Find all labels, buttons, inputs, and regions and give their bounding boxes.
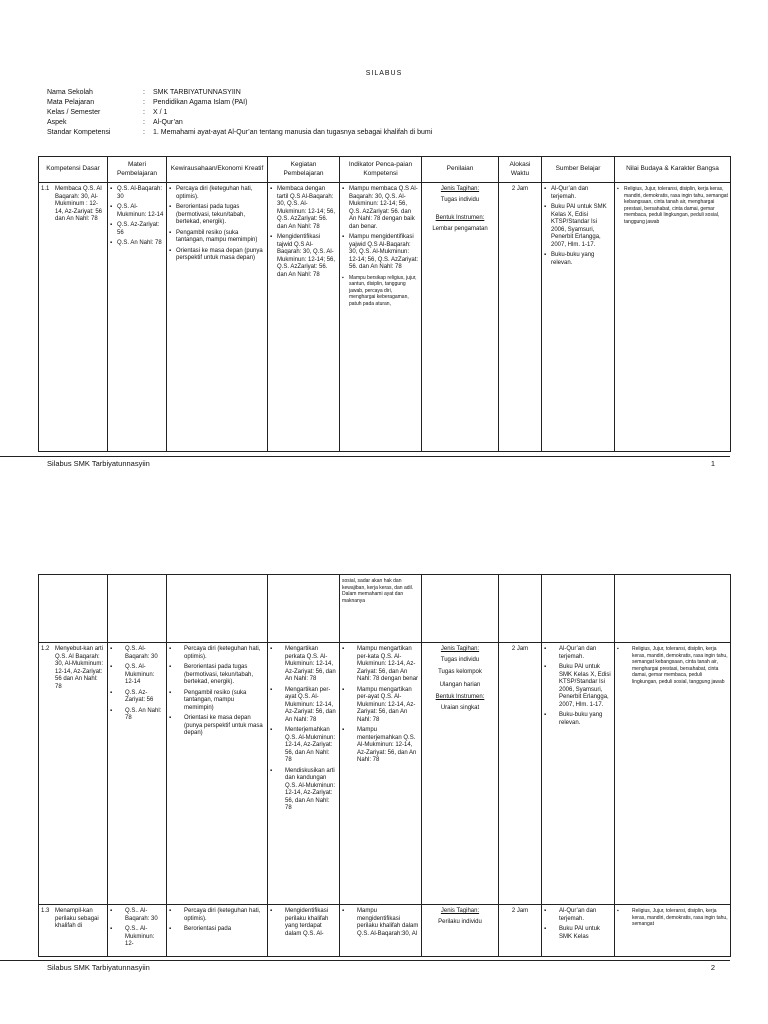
col-header: Penilaian <box>422 157 499 183</box>
kegiatan-cell: ▪ Mengidentifikasi perilaku khalifah yang terdapat dalam Q.S. Al- <box>268 905 340 957</box>
page-number: 1 <box>710 459 715 468</box>
kd-cell: 1.2 Menyebut-kan arti Q.S. Al Baqarah: 30, Al-Mukminum: 12-14, Az-Zariyat: 56 dan An Nahl: 78 <box>39 643 108 905</box>
kewirausahaan-cell: ▪ Percaya diri (keteguhan hati, optimis). ▪ Berorientasi pada tugas (bermotivasi, tekun/tabah, bertekad, energik). ▪ Pengambil resiko (suka tantangan, mampu memimpin) ▪ Orientasi ke masa depan (punya perspektif untuk masa depan) <box>167 643 268 905</box>
penilaian-cell: Jenis Tagihan: Tugas individu Bentuk Instrumen: Lembar pengamatan <box>422 183 499 452</box>
col-header: Materi Pembelajaran <box>108 157 167 183</box>
sumber-cell: ▪ Al-Qur’an dan terjemah. ▪ Buku PAI untuk SMK Kelas <box>542 905 615 957</box>
col-header: Nilai Budaya & Karakter Bangsa <box>615 157 731 183</box>
kegiatan-cell: ▪ Mengartikan perkata Q.S. Al-Mukminun: 12-14, Az-Zariyat: 56, dan An Nahl: 78 ▪ Mengartikan per-ayat Q.S. Al-Mukminun: 12-14, Az-Zariyat: 56, dan An Nahl: 78 ▪ Menterjemahkan Q.S. Al-Mukminun: 12-14, Az-Zariyat: 56, dan An Nahl: 78 ▪ Mendiskusikan arti dan kandungan Q.S. Al-Mukminun: 12-14, Az-Zariyat: 56, dan An Nahl: 78 <box>268 643 340 905</box>
document-title: SILABUS <box>365 70 403 77</box>
table-header-row <box>39 157 731 183</box>
identity-row: Kelas / Semester : X / 1 <box>47 109 168 116</box>
page-1 <box>0 0 768 486</box>
table-row <box>39 575 731 643</box>
col-header: Alokasi Waktu <box>499 157 542 183</box>
nilai-cell: ▪ Religius, Jujur, toleransi, disiplin, kerja keras, mandiri, demokratis, rasa ingin tahu, semangat <box>615 905 731 957</box>
kd-cell: 1.3 Menampil-kan perilaku sebagai khalifah di <box>39 905 108 957</box>
nilai-cell: ▪ Religius, Jujur, toleransi, disiplin, kerja keras, mandiri, demokratis, rasa ingin tahu, semangat kebangsaan, cinta tanah air, menghargai prestasi, bersahabat, cinta damai, gemar membaca, peduli lingkungan, peduli sosial, tanggung jawab <box>615 183 731 452</box>
sumber-cell: ▪ Al-Qur’an dan terjemah. ▪ Buku PAI untuk SMK Kelas X, Edisi KTSP/Standar Isi 2006, Syamsuri, Penerbit Erlangga, 2007, Hlm. 1-17. ▪ Buku-buku yang relevan. <box>542 643 615 905</box>
footer <box>47 963 715 972</box>
col-header: Kompetensi Dasar <box>39 157 108 183</box>
penilaian-cell: Jenis Tagihan: Perilaku individu <box>422 905 499 957</box>
identity-block <box>47 88 432 138</box>
col-header: Kewirausahaan/Ekonomi Kreatif <box>167 157 268 183</box>
footer-text: Silabus SMK Tarbiyatunnasyiin <box>47 459 150 468</box>
alokasi-cell: 2 Jam <box>499 905 542 957</box>
col-header: Sumber Belajar <box>542 157 615 183</box>
identity-row: Nama Sekolah : SMK TARBIYATUNNASYIIN <box>47 89 241 96</box>
penilaian-cell: Jenis Tagihan: Tugas individu Tugas kelompok Ulangan harian Bentuk Instrumen: Uraian singkat <box>422 643 499 905</box>
alokasi-cell: 2 Jam <box>499 643 542 905</box>
materi-cell: ▪ Q.S. Al-Baqarah: 30 ▪ Q.S. Al-Mukminun: 12-14 ▪ Q.S. Az-Zariyat: 56 ▪ Q.S. An Nahl: 78 <box>108 643 167 905</box>
materi-cell: ▪ Q.S.. Al-Baqarah: 30 ▪ Q.S.. Al-Mukminun: 12- <box>108 905 167 957</box>
identity-row: Mata Pelajaran : Pendidikan Agama Islam (PAI) <box>47 99 248 106</box>
kd-cell: 1.1 Membaca Q.S. Al Baqarah: 30, Al-Mukminum : 12-14, Az-Zariyat: 56 dan An Nahl: 78 <box>39 183 108 452</box>
alokasi-cell: 2 Jam <box>499 183 542 452</box>
indikator-cell: ▪ Mampu membaca Q.S Al-Baqarah: 30, Q.S. Al-Mukminun: 12-14; 56, Q.S. AzZariyat: 56. dan An Nahl: 78 dengan baik dan benar. ▪ Mampu mengidentifikasi yajwid Q.S Al-Baqarah: 30, Q.S. Al-Mukminun: 12-14; 56, Q.S. AzZariyat: 56. dan An Nahl: 78 ▪ Mampu bersikap religius, jujur, santun, disiplin, tanggung jawab, percaya diri, menghargai keberagaman, patuh pada aturan, <box>340 183 422 452</box>
table-row <box>39 643 731 905</box>
kewirausahaan-cell: ▪ Percaya diri (keteguhan hati, optimis). ▪ Berorientasi pada tugas (bermotivasi, tekun/tabah, bertekad, energik). ▪ Pengambil resiko (suka tantangan, mampu memimpin) ▪ Orientasi ke masa depan (punya perspektif untuk masa depan) <box>167 183 268 452</box>
page-number: 2 <box>710 963 715 972</box>
identity-row: Standar Kompetensi : 1. Memahami ayat-ayat Al-Qur’an tentang manusia dan tugasnya sebagai khalifah di bumi <box>47 129 433 136</box>
col-header: Indikator Penca-paian Kompetensi <box>340 157 422 183</box>
col-header: Kegiatan Pembelajaran <box>268 157 340 183</box>
table-row <box>39 183 731 452</box>
indikator-cell: sosial, sadar akan hak dan kewajiban, kerja keras, dan adil. Dalam memahami ayat dan maknanya <box>340 575 422 643</box>
identity-row: Aspek : Al-Qur’an <box>47 119 183 126</box>
kegiatan-cell: ▪ Membaca dengan tartil Q.S Al-Baqarah: 30, Q.S. Al-Mukminun: 12-14; 56, Q.S. AzZariyat: 56. dan An Nahl: 78 ▪ Mengidentifikasi tajwid Q.S Al-Baqarah: 30, Q.S. Al-Mukminun: 12-14; 56, Q.S. AzZariyat: 56. dan An Nahl: 78 <box>268 183 340 452</box>
syllabus-table-page-2 <box>38 574 731 957</box>
page-2 <box>0 486 768 1024</box>
materi-cell: ▪ Q.S. Al-Baqarah: 30 ▪ Q.S. Al-Mukminun: 12-14 ▪ Q.S. Az-Zariyat: 56 ▪ Q.S. An Nahl: 78 <box>108 183 167 452</box>
footer <box>47 459 715 468</box>
kewirausahaan-cell: ▪ Percaya diri (keteguhan hati, optimis). ▪ Berorientasi pada <box>167 905 268 957</box>
syllabus-table-page-1 <box>38 156 731 452</box>
sumber-cell: ▪ Al-Qur’an dan terjemah. ▪ Buku PAI untuk SMK Kelas X, Edisi KTSP/Standar Isi 2006, Syamsuri, Penerbit Erlangga, 2007, Hlm. 1-17. ▪ Buku-buku yang relevan. <box>542 183 615 452</box>
table-row <box>39 905 731 957</box>
footer-divider <box>0 960 730 961</box>
nilai-cell: ▪ Religius, Jujur, toleransi, disiplin, kerja keras, mandiri, demokratis, rasa ingin tahu, semangat kebangsaan, cinta tanah air, menghargai prestasi, bersahabat, cinta damai, gemar membaca, peduli lingkungan, peduli sosial, tanggung jawab <box>615 643 731 905</box>
indikator-cell: ▪ Mampu mengidentifikasi perilaku khalifah dalam Q.S. Al-Baqarah:30, Al <box>340 905 422 957</box>
footer-text: Silabus SMK Tarbiyatunnasyiin <box>47 963 150 972</box>
indikator-cell: ▪ Mampu mengartikan per-kata Q.S. Al-Mukminun: 12-14, Az-Zariyat: 56, dan An Nahl: 78 dengan benar ▪ Mampu mengartikan per-ayat Q.S. Al-Mukminun: 12-14, Az-Zariyat: 56, dan An Nahl: 78 ▪ Mampu menterjemahkan Q.S. Al-Mukminun: 12-14, Az-Zariyat: 56, dan An Nahl: 78 <box>340 643 422 905</box>
footer-divider <box>0 456 730 457</box>
